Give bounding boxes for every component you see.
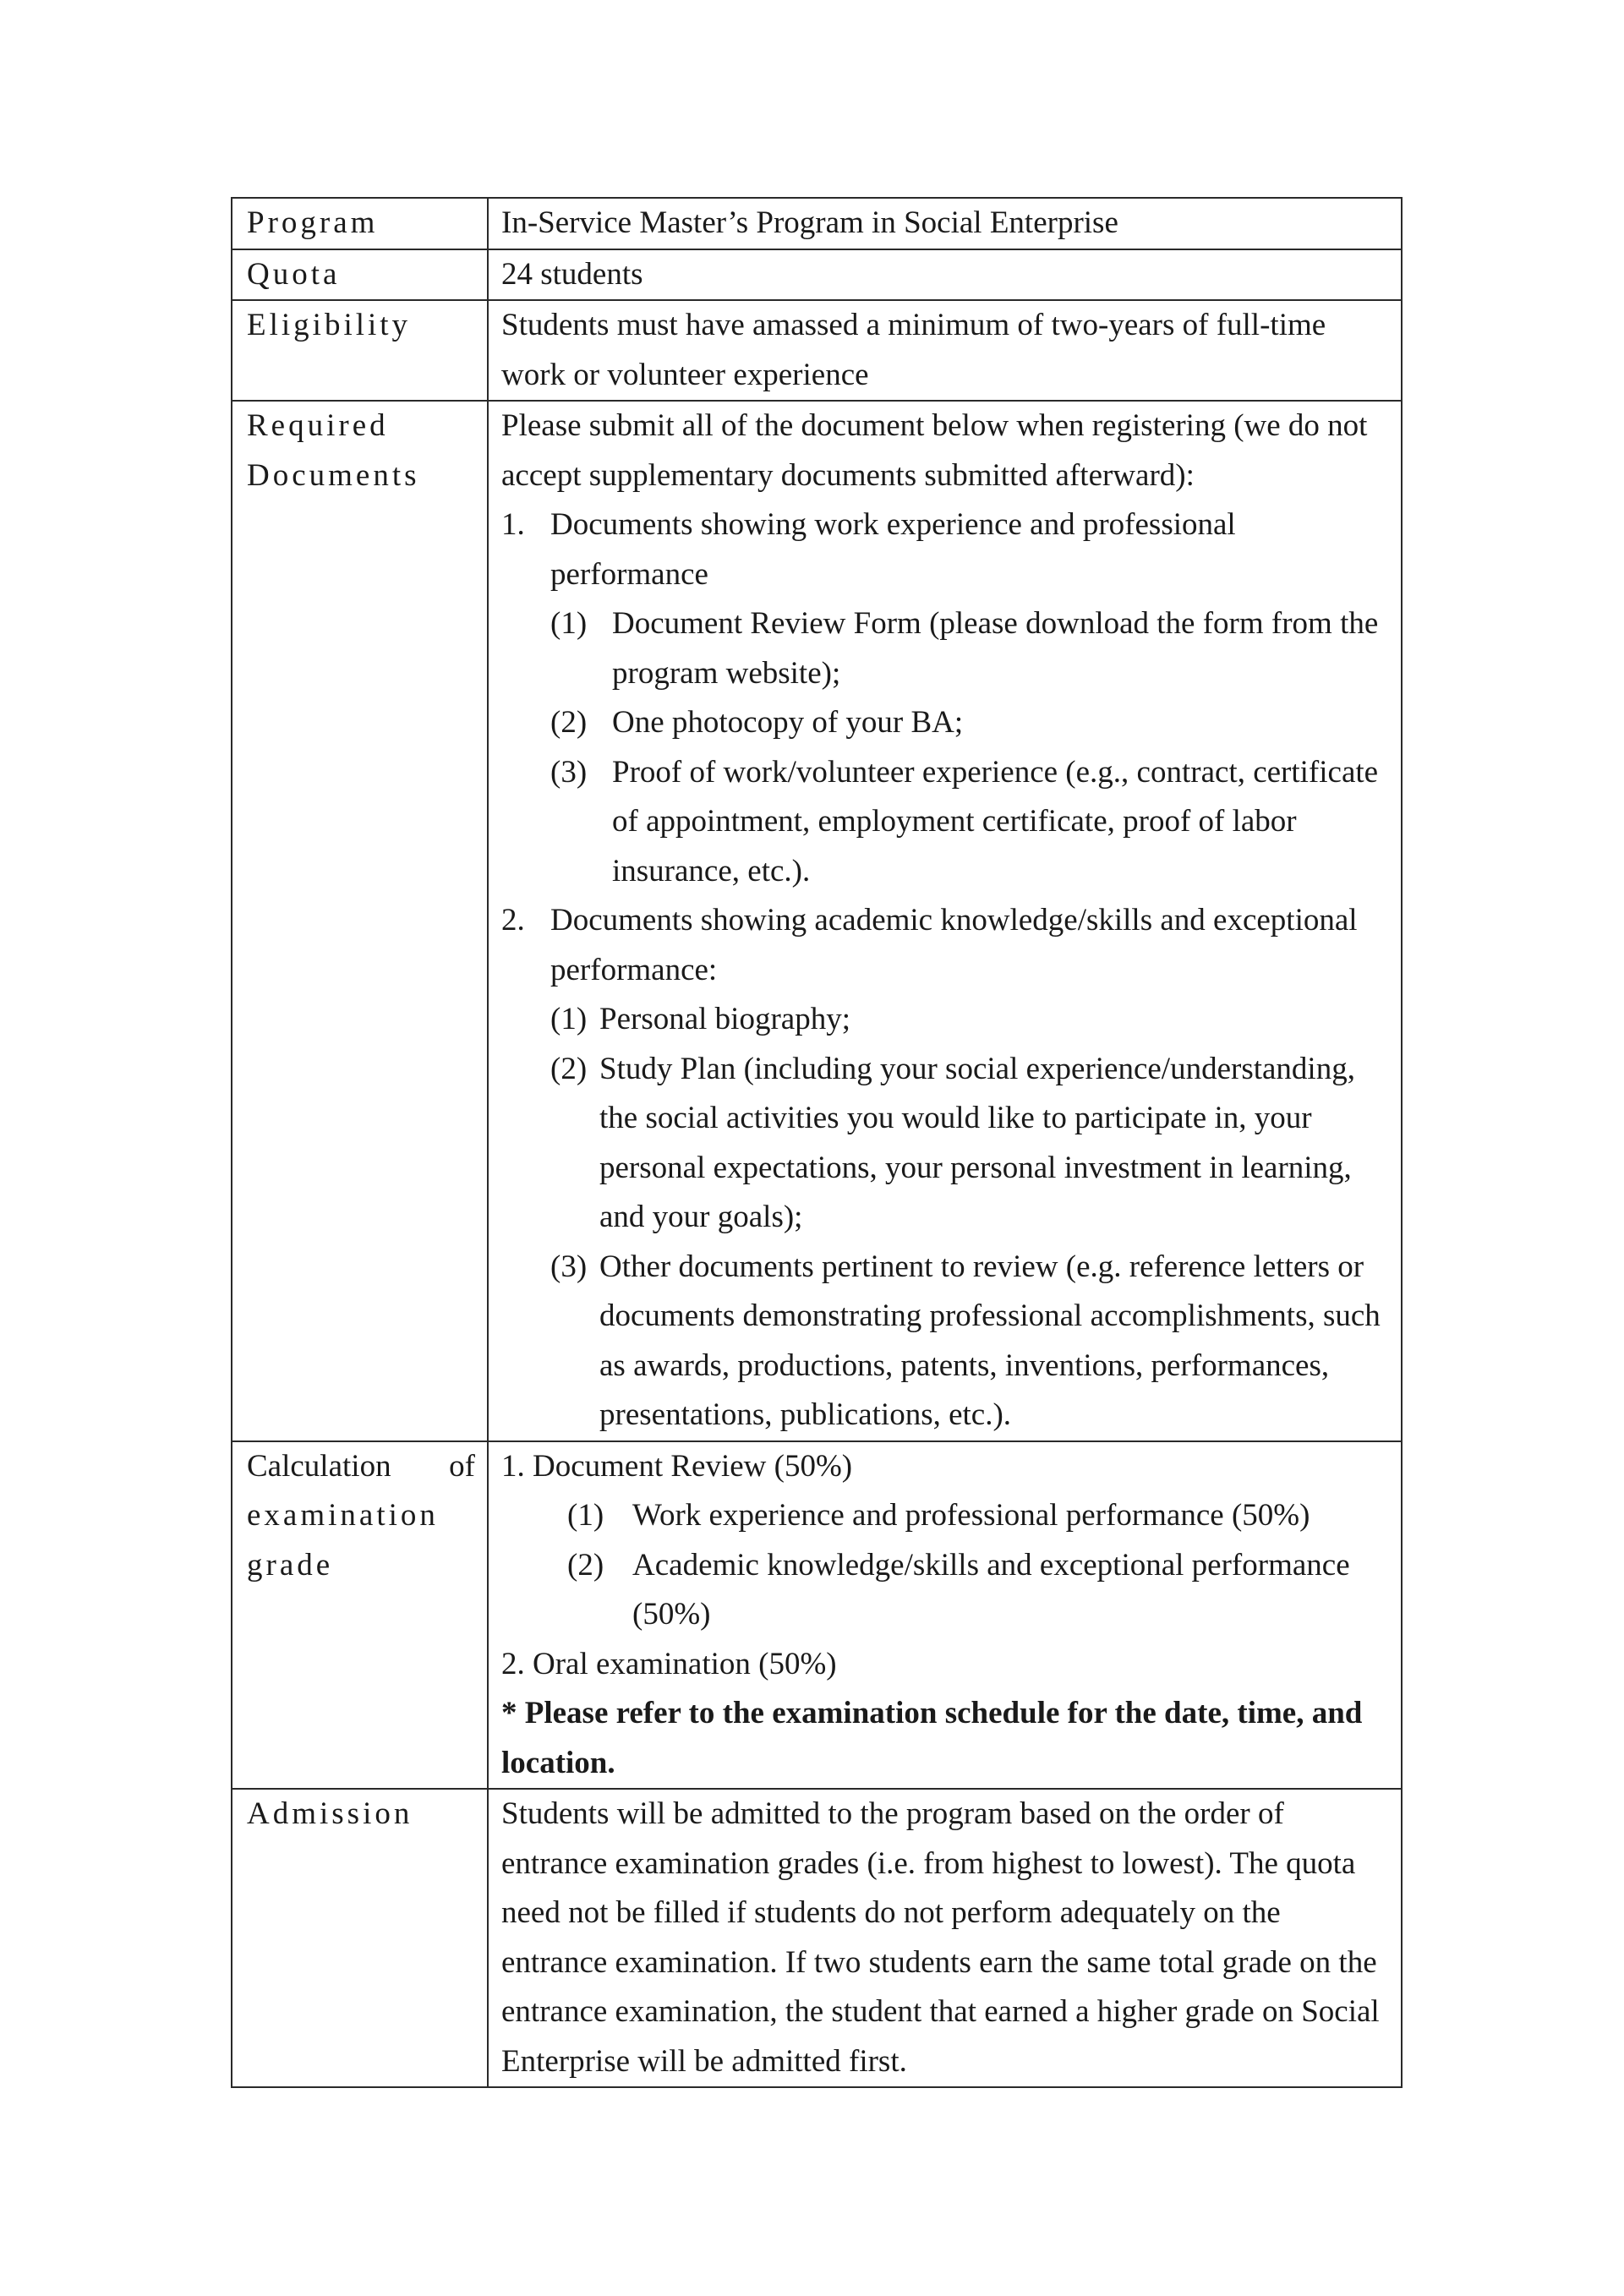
list-item-text: Document Review Form (please download the form from the program website); <box>612 606 1379 691</box>
row-label: grade <box>247 1547 334 1583</box>
sub-list-item <box>501 1045 1389 1243</box>
list-number: (1) <box>550 1002 588 1036</box>
list-number: (1) <box>550 606 588 641</box>
sub-list-item <box>501 995 1389 1045</box>
list-item <box>501 896 1389 995</box>
sub-list-item <box>501 1491 1389 1541</box>
list-item-text: Proof of work/volunteer experience (e.g., contract, certificate of appointment, employment certificate, proof of labor insurance, etc.). <box>612 754 1379 888</box>
value-cell-calculation <box>488 1441 1402 1790</box>
label-cell-admission <box>232 1789 488 2087</box>
list-number: (3) <box>550 1249 588 1284</box>
calculation-item: 1. Document Review (50%) <box>501 1448 853 1484</box>
list-number: (2) <box>550 1051 588 1086</box>
eligibility-text: Students must have amassed a minimum of two-years of full-time work or volunteer experience <box>501 308 1326 392</box>
label-cell-required-documents <box>232 401 488 1441</box>
row-label: Admission <box>247 1796 413 1831</box>
admission-text: Students will be admitted to the program based on the order of entrance examination grades (i.e. from highest to lowest). The quota need not be filled if students do not perform adequately on the entrance examination. If two students earn the same total grade on the entrance examination, the student that earned a higher grade on Social Enterprise will be admitted first. <box>501 1796 1380 2079</box>
value-cell-admission <box>488 1789 1402 2087</box>
table-row-eligibility <box>232 300 1402 401</box>
list-item-text: Personal biography; <box>599 1002 850 1036</box>
program-info-table <box>231 197 1403 2088</box>
row-label: Quota <box>247 256 341 292</box>
table-row-calculation <box>232 1441 1402 1790</box>
list-item <box>501 500 1389 599</box>
value-cell-program <box>488 198 1402 249</box>
sub-list-item <box>501 698 1389 748</box>
list-number: (2) <box>567 1547 604 1583</box>
list-number: 2. <box>501 903 525 938</box>
list-number: 1. <box>501 507 525 542</box>
row-label: examination <box>247 1498 439 1533</box>
list-number: (1) <box>567 1498 604 1533</box>
row-label: Calculation of <box>247 1448 475 1484</box>
list-item-text: One photocopy of your BA; <box>612 705 964 740</box>
label-cell-calculation <box>232 1441 488 1790</box>
list-item-text: Other documents pertinent to review (e.g. reference letters or documents demonstrating professional accomplishments, such as awards, productions, patents, inventions, performances, presentations, publications, etc.). <box>599 1249 1381 1432</box>
list-item-text: Documents showing work experience and professional performance <box>550 507 1236 592</box>
table-row-admission <box>232 1789 1402 2087</box>
table-row-required-documents <box>232 401 1402 1441</box>
row-label: Required <box>247 408 389 443</box>
table-row-quota <box>232 249 1402 301</box>
sub-list-item <box>501 1243 1389 1440</box>
sub-list-item <box>501 748 1389 897</box>
row-label: Program <box>247 205 379 240</box>
sub-list-item <box>501 1541 1389 1640</box>
documents-intro: Please submit all of the document below when registering (we do not accept supplementary documents submitted afterward): <box>501 408 1368 493</box>
value-cell-eligibility <box>488 300 1402 401</box>
row-label: Eligibility <box>247 308 412 342</box>
value-cell-quota <box>488 249 1402 301</box>
list-item-text: Work experience and professional performance (50%) <box>632 1498 1310 1533</box>
value-cell-required-documents <box>488 401 1402 1441</box>
table-row-program <box>232 198 1402 249</box>
list-number: (3) <box>550 754 588 790</box>
schedule-note: * Please refer to the examination schedule for the date, time, and location. <box>501 1696 1363 1780</box>
program-name: In-Service Master’s Program in Social Enterprise <box>501 205 1118 240</box>
list-number: (2) <box>550 705 588 740</box>
label-cell-program <box>232 198 488 249</box>
sub-list-item <box>501 599 1389 698</box>
list-item-text: Academic knowledge/skills and exceptional performance (50%) <box>632 1547 1350 1632</box>
list-item-text: Study Plan (including your social experience/understanding, the social activities you would like to participate in, your personal expectations, your personal investment in learning, and your goals); <box>599 1051 1355 1234</box>
label-cell-quota <box>232 249 488 301</box>
quota-value: 24 students <box>501 256 643 292</box>
list-item-text: Documents showing academic knowledge/skills and exceptional performance: <box>550 903 1358 987</box>
label-cell-eligibility <box>232 300 488 401</box>
row-label: Documents <box>247 457 420 493</box>
calculation-item: 2. Oral examination (50%) <box>501 1646 837 1681</box>
